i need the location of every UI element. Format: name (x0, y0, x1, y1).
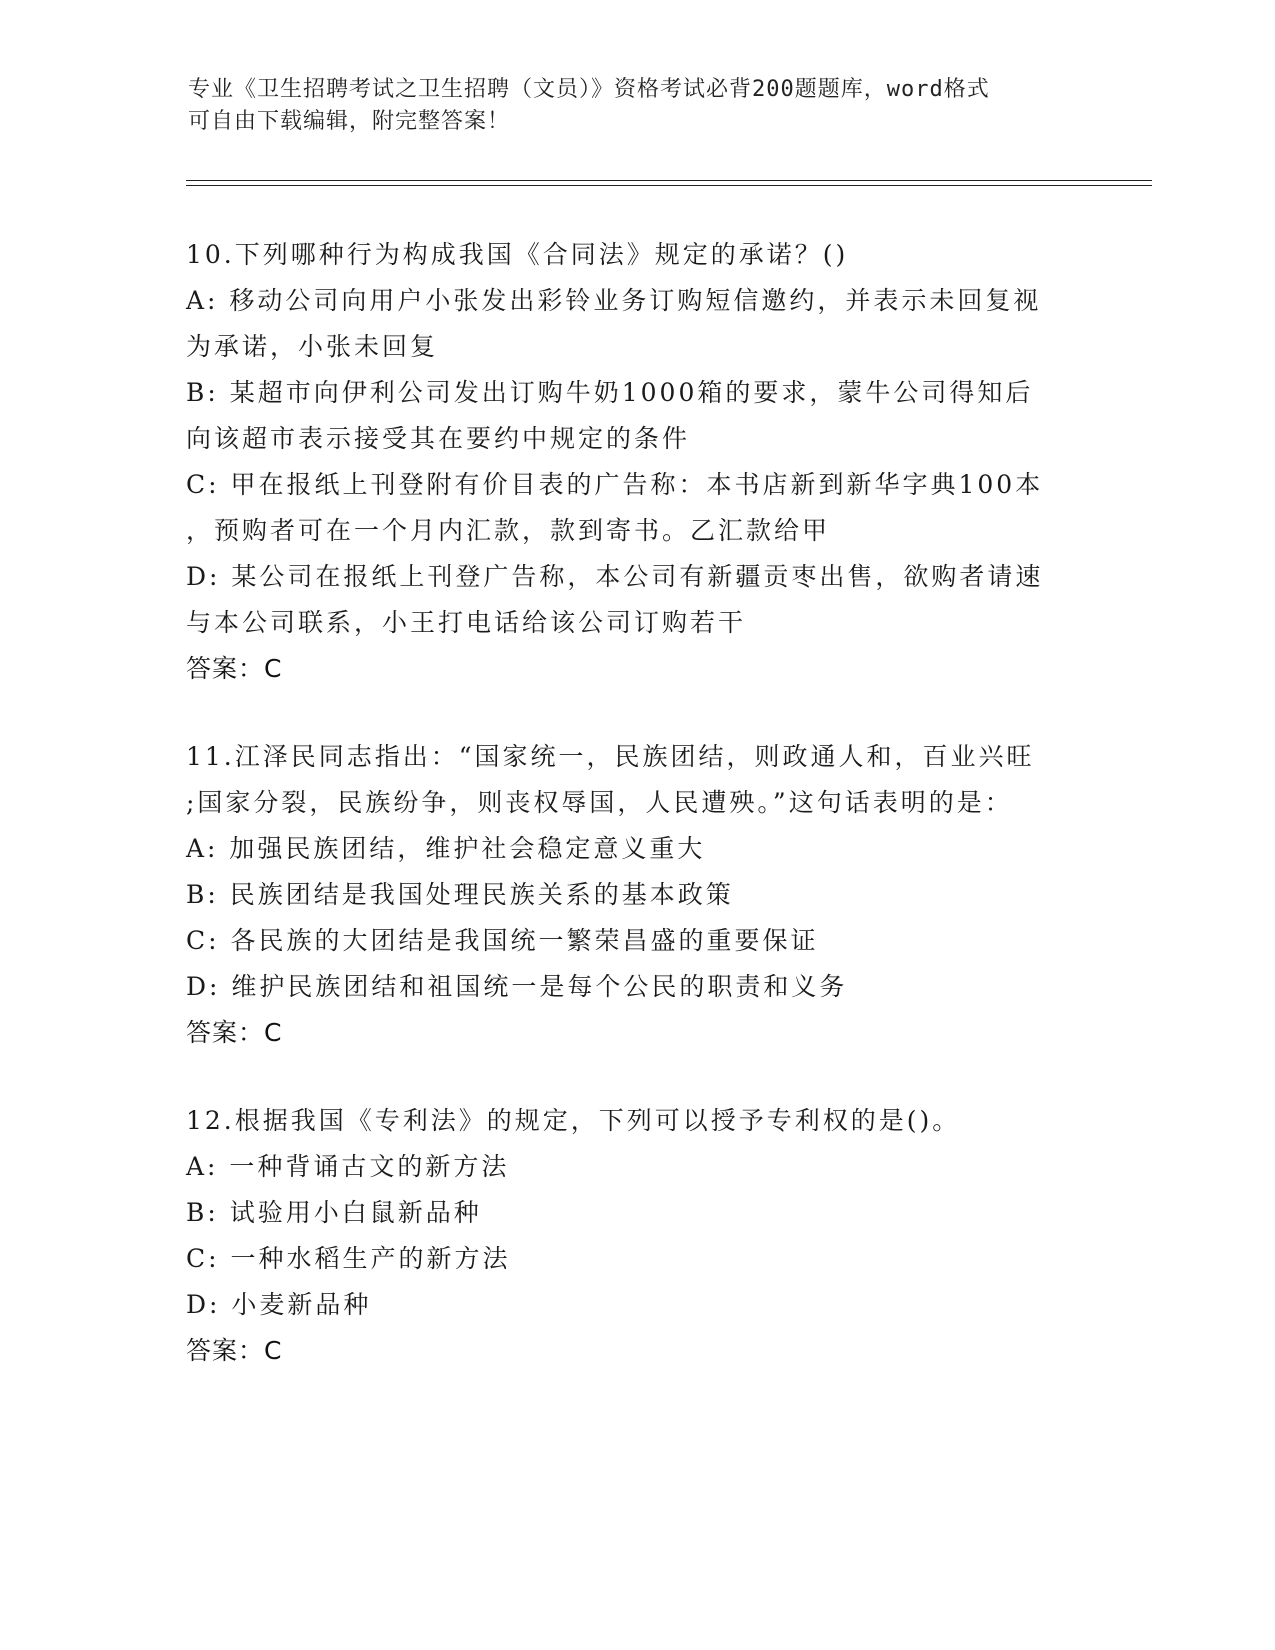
header-line-2: 可自由下载编辑，附完整答案！ (188, 109, 511, 134)
answer-label: 答案：C (186, 654, 283, 683)
option-b: B: 民族团结是我国处理民族关系的基本政策 (186, 880, 734, 909)
option-a: A: 一种背诵古文的新方法 (186, 1152, 510, 1181)
question-12 (186, 1098, 1086, 1374)
question-stem: 10.下列哪种行为构成我国《合同法》规定的承诺？() (186, 240, 849, 269)
header-divider-top (186, 180, 1152, 181)
option-c: C: 甲在报纸上刊登附有价目表的广告称：本书店新到新华字典100本 (186, 470, 1044, 499)
option-d: D: 小麦新品种 (186, 1290, 372, 1319)
option-b: B: 某超市向伊利公司发出订购牛奶1000箱的要求，蒙牛公司得知后 (186, 378, 1034, 407)
option-d: D: 维护民族团结和祖国统一是每个公民的职责和义务 (186, 972, 848, 1001)
option-d: D: 某公司在报纸上刊登广告称，本公司有新疆贡枣出售，欲购者请速 (186, 562, 1044, 591)
header-line-1: 专业《卫生招聘考试之卫生招聘（文员）》资格考试必背200题题库，word格式 (188, 77, 990, 102)
option-b: B: 试验用小白鼠新品种 (186, 1198, 482, 1227)
question-stem: 12.根据我国《专利法》的规定，下列可以授予专利权的是()。 (186, 1106, 961, 1135)
question-11 (186, 734, 1086, 1056)
option-d-continued: 与本公司联系，小王打电话给该公司订购若干 (186, 608, 747, 637)
option-c-continued: ，预购者可在一个月内汇款，款到寄书。乙汇款给甲 (186, 516, 831, 545)
option-a-continued: 为承诺，小张未回复 (186, 332, 439, 361)
question-stem: 11.江泽民同志指出：“国家统一，民族团结，则政通人和，百业兴旺 (186, 742, 1035, 771)
answer-label: 答案：C (186, 1336, 283, 1365)
option-c: C: 各民族的大团结是我国统一繁荣昌盛的重要保证 (186, 926, 819, 955)
option-b-continued: 向该超市表示接受其在要约中规定的条件 (186, 424, 691, 453)
option-a: A: 移动公司向用户小张发出彩铃业务订购短信邀约，并表示未回复视 (186, 286, 1042, 315)
header-divider-bottom (186, 185, 1152, 186)
option-a: A: 加强民族团结，维护社会稳定意义重大 (186, 834, 706, 863)
question-stem-continued: ;国家分裂，民族纷争，则丧权辱国，人民遭殃。”这句话表明的是： (186, 788, 1013, 817)
option-c: C: 一种水稻生产的新方法 (186, 1244, 511, 1273)
document-header (188, 74, 1088, 138)
answer-label: 答案：C (186, 1018, 283, 1047)
question-10 (186, 232, 1086, 692)
question-list (186, 232, 1086, 1374)
